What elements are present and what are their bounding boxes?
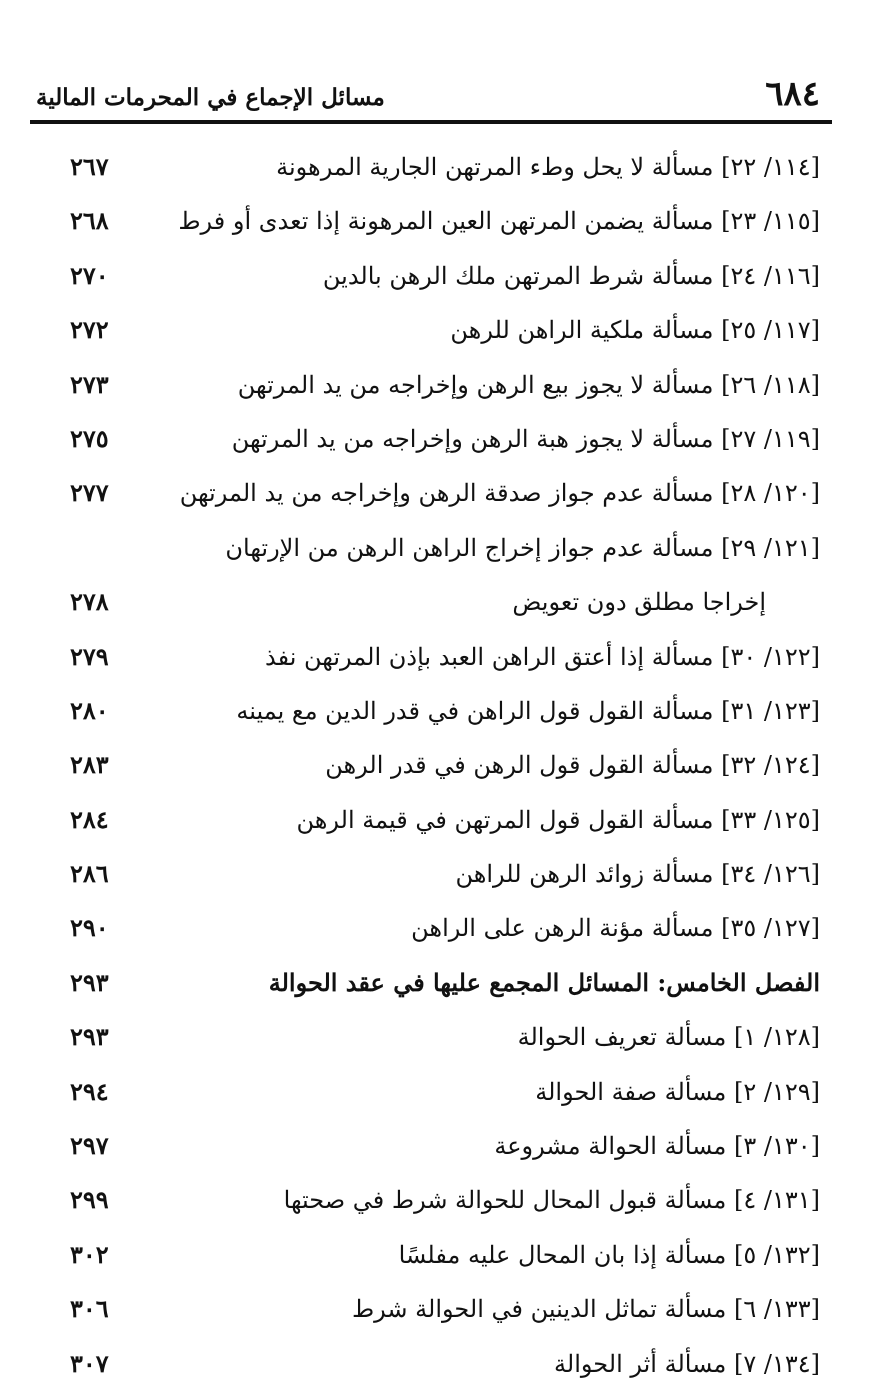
toc-entry-title: [١٢٠/ ٢٨] مسألة عدم جواز صدقة الرهن وإخراجه من يد المرتهن bbox=[179, 479, 820, 508]
toc-entry-title: [١٢٥/ ٣٣] مسألة القول قول المرتهن في قيمة الرهن bbox=[296, 805, 820, 834]
toc-entry-title: [١٣٠/ ٣] مسألة الحوالة مشروعة bbox=[494, 1132, 820, 1161]
toc-entry bbox=[30, 196, 832, 250]
toc-entry bbox=[30, 305, 832, 359]
toc-entry bbox=[30, 686, 832, 740]
book-title: مسائل الإجماع في المحرمات المالية bbox=[36, 84, 385, 111]
toc-entry-title: [١٢٦/ ٣٤] مسألة زوائد الرهن للراهن bbox=[455, 860, 820, 889]
toc-entry bbox=[30, 1175, 832, 1229]
toc-entry bbox=[30, 1067, 832, 1121]
toc-entry bbox=[30, 414, 832, 468]
toc-entry-page: ٢٦٧ bbox=[70, 152, 109, 181]
toc-entry-title: [١٢٨/ ١] مسألة تعريف الحوالة bbox=[517, 1023, 820, 1052]
toc-entry-page: ٣٠٢ bbox=[70, 1239, 109, 1269]
toc-entry-title: [١٣١/ ٤] مسألة قبول المحال للحوالة شرط في صحتها bbox=[283, 1186, 820, 1215]
toc-entry-page: ٢٩٠ bbox=[70, 913, 109, 943]
toc-entry-continuation bbox=[30, 577, 832, 631]
toc-entry bbox=[30, 903, 832, 957]
toc-entry bbox=[30, 1284, 832, 1338]
toc-entry-page: ٢٨٦ bbox=[70, 859, 109, 889]
page-number: ٦٨٤ bbox=[765, 74, 820, 114]
toc-entry-page: ٢٧٨ bbox=[70, 587, 109, 617]
toc-entry bbox=[30, 468, 832, 522]
toc-entry-title: [١٣٣/ ٦] مسألة تماثل الدينين في الحوالة شرط bbox=[351, 1295, 820, 1324]
toc-entry bbox=[30, 1339, 832, 1393]
toc-entry bbox=[30, 251, 832, 305]
toc-entry-page: ٢٨٤ bbox=[70, 804, 109, 834]
toc-entry bbox=[30, 849, 832, 903]
toc-entry-page: ٢٩٤ bbox=[70, 1076, 109, 1106]
toc-entry-title: [١١٦/ ٢٤] مسألة شرط المرتهن ملك الرهن بالدين bbox=[322, 261, 820, 290]
toc-entry bbox=[30, 523, 832, 577]
toc-entry-title: [١١٩/ ٢٧] مسألة لا يجوز هبة الرهن وإخراجه من يد المرتهن bbox=[231, 424, 820, 453]
toc-entry-page: ٣٠٧ bbox=[70, 1348, 109, 1378]
toc-entry bbox=[30, 142, 832, 196]
toc-entry-page: ٢٧٣ bbox=[70, 369, 109, 399]
toc-entry bbox=[30, 1012, 832, 1066]
toc-entry-page: ٢٨٠ bbox=[70, 695, 109, 725]
toc-entry-title: [١١٨/ ٢٦] مسألة لا يجوز بيع الرهن وإخراجه من يد المرتهن bbox=[237, 370, 820, 399]
toc-entry bbox=[30, 1230, 832, 1284]
toc-entry-title: [١٢٩/ ٢] مسألة صفة الحوالة bbox=[535, 1077, 820, 1106]
toc-entry-page: ٢٧٩ bbox=[70, 641, 109, 671]
toc-entry-title: إخراجا مطلق دون تعويض bbox=[512, 588, 766, 617]
toc-entry-title: [١٣٤/ ٧] مسألة أثر الحوالة bbox=[554, 1349, 820, 1378]
toc-entry-title: [١٢٤/ ٣٢] مسألة القول قول الرهن في قدر الرهن bbox=[325, 751, 820, 780]
toc-entry-page: ٢٨٣ bbox=[70, 750, 109, 780]
toc-chapter-heading bbox=[30, 958, 832, 1012]
toc-entry bbox=[30, 795, 832, 849]
toc-entry-title: [١٢٢/ ٣٠] مسألة إذا أعتق الراهن العبد بإذن المرتهن نفذ bbox=[264, 642, 820, 671]
toc-entry-title: [١٢٧/ ٣٥] مسألة مؤنة الرهن على الراهن bbox=[411, 914, 820, 943]
page-header bbox=[30, 72, 832, 120]
toc-entry-title: [١١٧/ ٢٥] مسألة ملكية الراهن للرهن bbox=[450, 316, 820, 345]
table-of-contents bbox=[30, 142, 832, 1393]
toc-entry bbox=[30, 1121, 832, 1175]
toc-entry-title: [١١٤/ ٢٢] مسألة لا يحل وطء المرتهن الجارية المرهونة bbox=[276, 153, 820, 181]
toc-entry-title: [١٢٣/ ٣١] مسألة القول قول الراهن في قدر الدين مع يمينه bbox=[236, 696, 820, 725]
toc-chapter-title: الفصل الخامس: المسائل المجمع عليها في عقد الحوالة bbox=[268, 967, 820, 997]
toc-entry-page: ٢٩٩ bbox=[70, 1185, 109, 1215]
toc-entry bbox=[30, 740, 832, 794]
toc-entry-page: ٢٩٣ bbox=[70, 1022, 109, 1052]
toc-entry bbox=[30, 360, 832, 414]
toc-entry-title: [١٢١/ ٢٩] مسألة عدم جواز إخراج الراهن الرهن من الإرتهان bbox=[225, 533, 820, 562]
toc-entry-title: [١١٥/ ٢٣] مسألة يضمن المرتهن العين المرهونة إذا تعدى أو فرط bbox=[178, 207, 820, 236]
toc-entry-page: ٢٧٢ bbox=[70, 315, 109, 345]
toc-entry-page: ٢٧٠ bbox=[70, 260, 109, 290]
toc-entry bbox=[30, 632, 832, 686]
toc-entry-page: ٢٦٨ bbox=[70, 206, 109, 236]
header-divider bbox=[30, 120, 832, 124]
toc-entry-page: ٢٩٣ bbox=[70, 967, 109, 997]
toc-entry-title: [١٣٢/ ٥] مسألة إذا بان المحال عليه مفلسًا bbox=[398, 1240, 820, 1269]
toc-entry-page: ٢٧٧ bbox=[70, 478, 109, 508]
toc-entry-page: ٣٠٦ bbox=[70, 1294, 109, 1324]
toc-entry-page: ٢٧٥ bbox=[70, 423, 109, 453]
toc-entry-page: ٢٩٧ bbox=[70, 1131, 109, 1161]
